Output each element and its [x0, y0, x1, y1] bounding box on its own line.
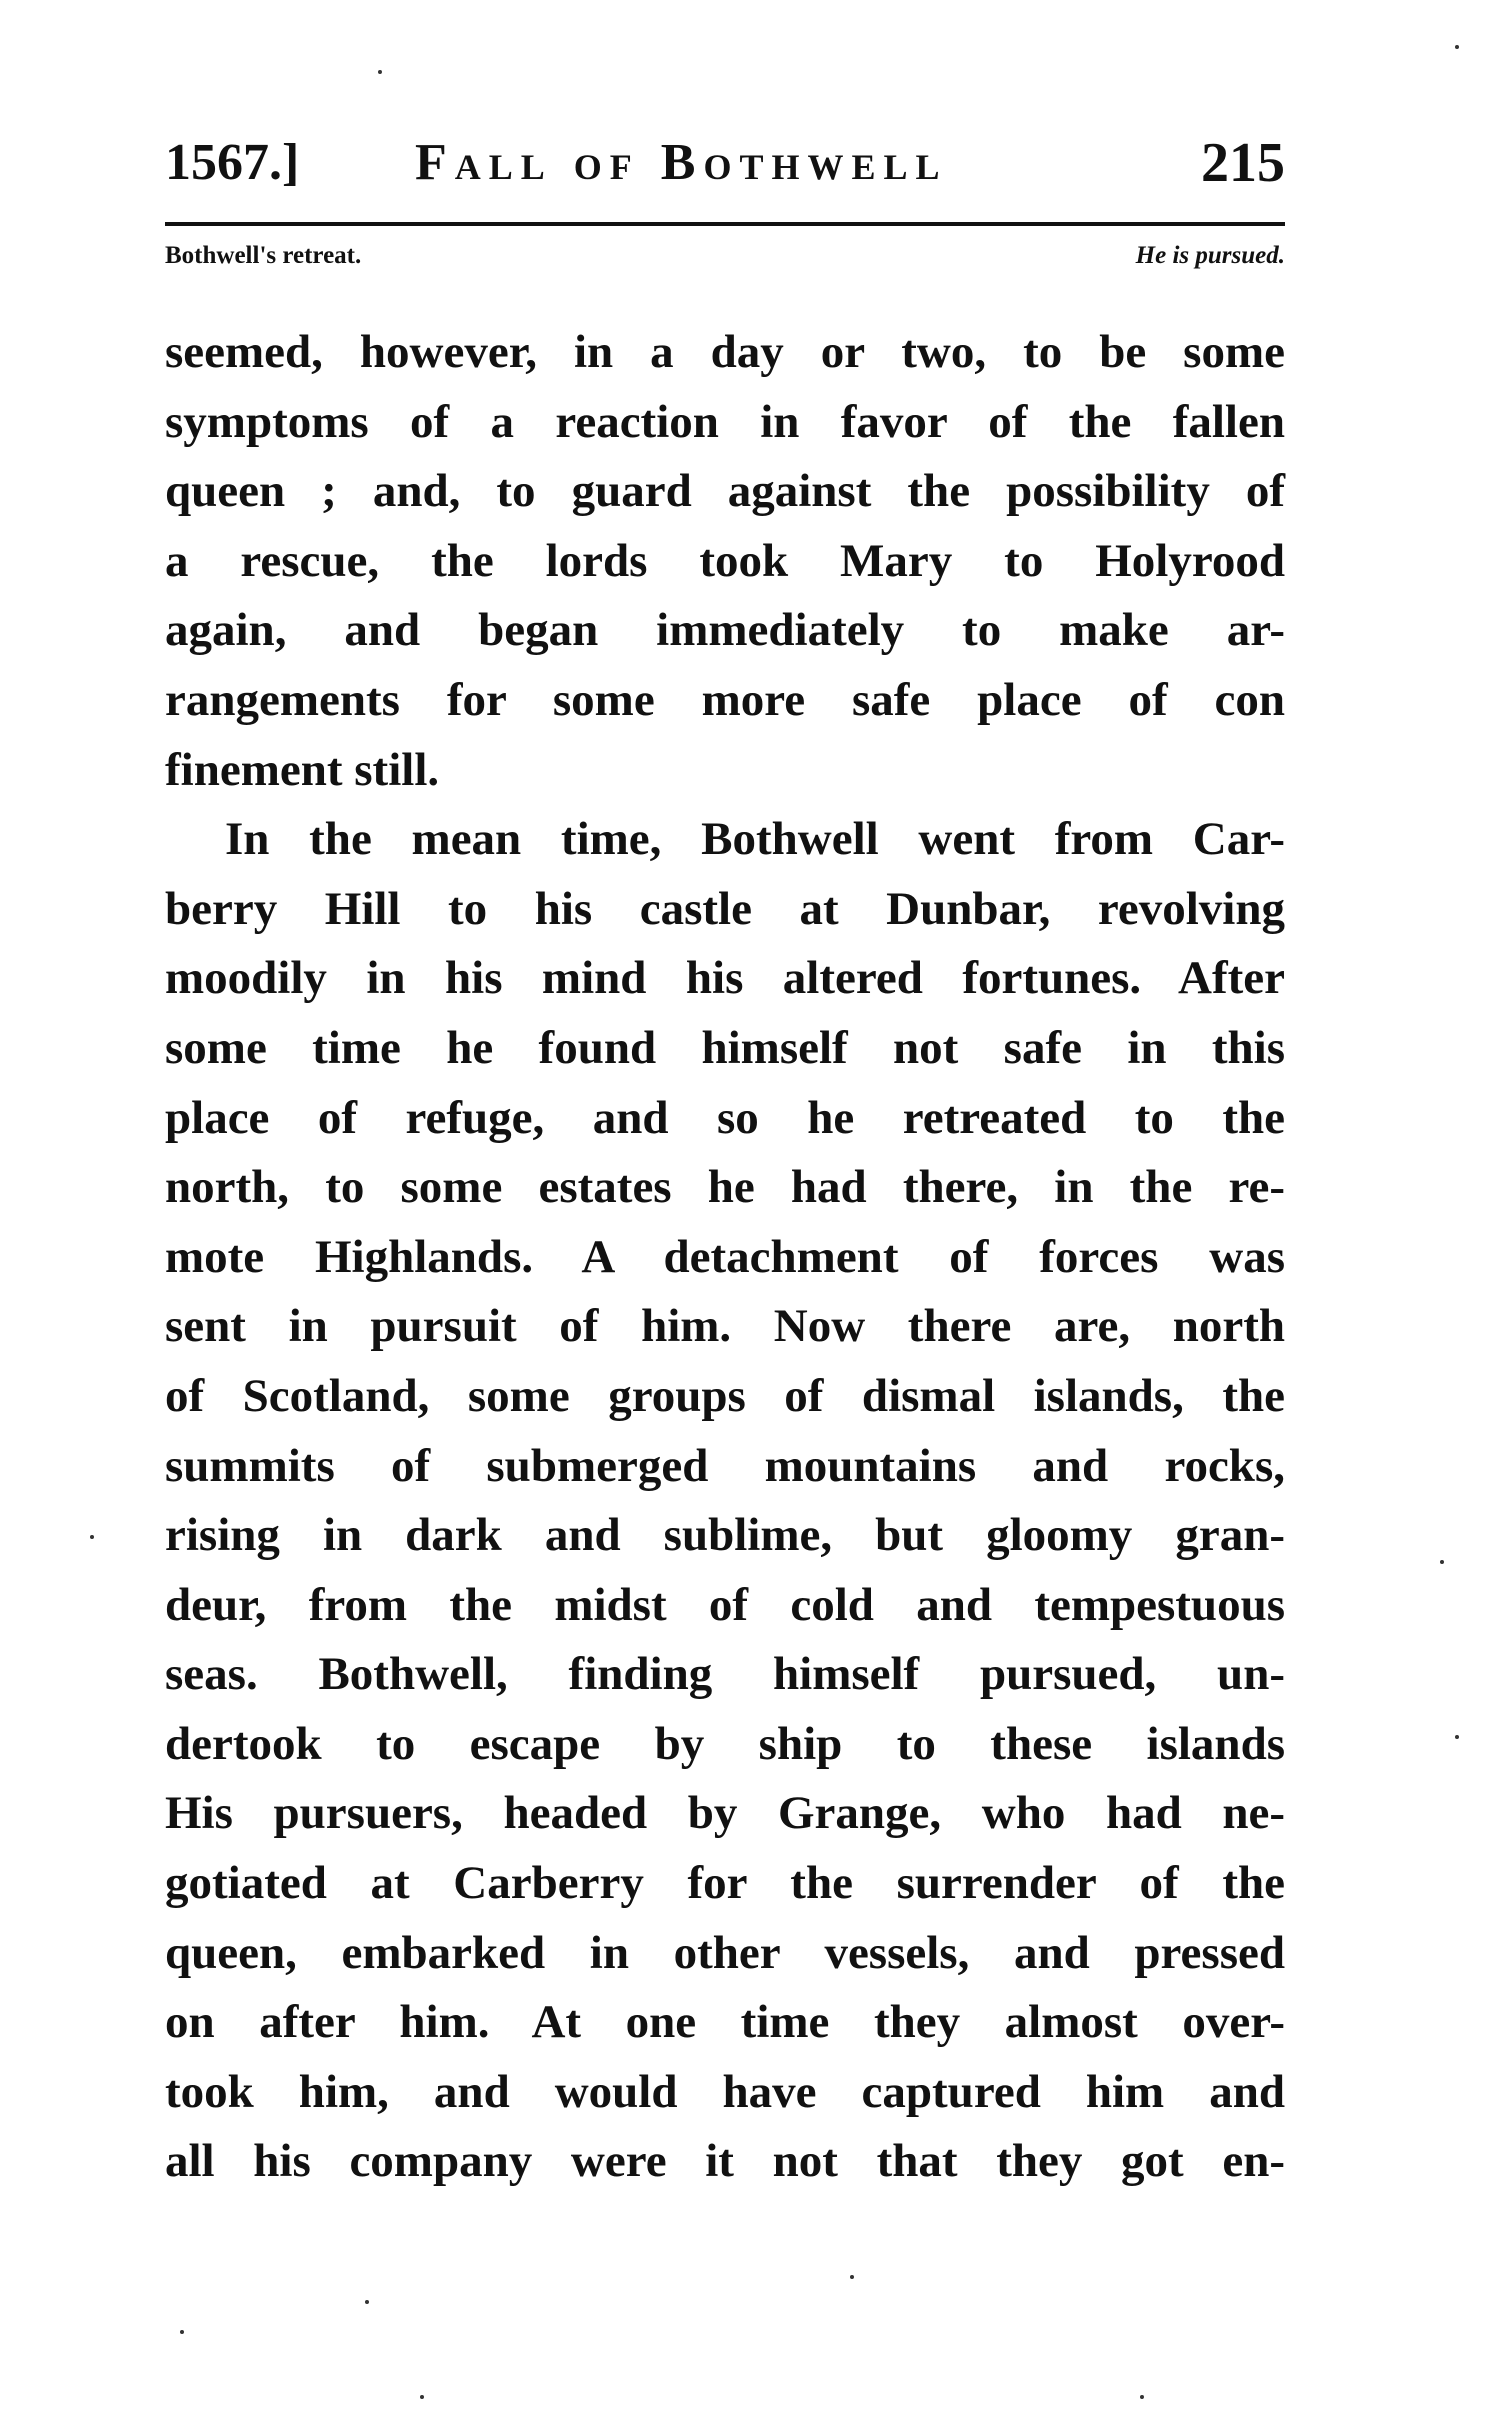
- text-line: all his company were it not that they got en-: [165, 2135, 1285, 2188]
- text-line: of Scotland, some groups of dismal islands, the: [165, 1369, 1285, 1422]
- text-line: seemed, however, in a day or two, to be some: [165, 326, 1285, 378]
- text-line: symptoms of a reaction in favor of the fallen: [165, 395, 1285, 448]
- running-head-title: Fall of Bothwell: [415, 134, 948, 191]
- text-line: summits of submerged mountains and rocks,: [165, 1439, 1285, 1492]
- text-line: some time he found himself not safe in this: [165, 1021, 1285, 1074]
- paragraph: [165, 318, 1285, 805]
- text-line: on after him. At one time they almost over-: [165, 1996, 1285, 2049]
- text-line: a rescue, the lords took Mary to Holyrood: [165, 534, 1285, 587]
- text-line: finement still.: [165, 743, 440, 796]
- page-number: 215: [1201, 132, 1285, 194]
- text-line: moodily in his mind his altered fortunes. After: [165, 952, 1285, 1005]
- text-line: queen, embarked in other vessels, and pressed: [165, 1926, 1285, 1979]
- side-note-right: He is pursued.: [1135, 242, 1285, 269]
- text-line: sent in pursuit of him. Now there are, north: [165, 1300, 1285, 1353]
- paragraph: [165, 805, 1285, 2197]
- text-line: place of refuge, and so he retreated to the: [165, 1091, 1285, 1144]
- text-line: dertook to escape by ship to these islands: [165, 1717, 1285, 1770]
- text-line: took him, and would have captured him and: [165, 2065, 1285, 2118]
- text-line: mote Highlands. A detachment of forces was: [165, 1230, 1285, 1283]
- text-line: queen ; and, to guard against the possibility of: [165, 465, 1285, 518]
- text-line: In the mean time, Bothwell went from Car-: [225, 813, 1285, 866]
- text-line: again, and began immediately to make ar-: [165, 604, 1285, 657]
- text-line: seas. Bothwell, finding himself pursued, un-: [165, 1648, 1285, 1701]
- side-notes: [165, 238, 1285, 274]
- text-line: rising in dark and sublime, but gloomy gran-: [165, 1509, 1285, 1562]
- side-note-left: Bothwell's retreat.: [165, 242, 362, 269]
- text-line: deur, from the midst of cold and tempestuous: [165, 1578, 1285, 1631]
- header-rule: [165, 222, 1285, 226]
- body-text: [165, 318, 1285, 2197]
- text-line: rangements for some more safe place of con: [165, 673, 1285, 726]
- running-head: [165, 128, 1285, 198]
- running-head-year: 1567.]: [165, 134, 300, 191]
- text-line: berry Hill to his castle at Dunbar, revolving: [165, 882, 1285, 935]
- text-line: His pursuers, headed by Grange, who had ne-: [165, 1787, 1285, 1840]
- text-line: gotiated at Carberry for the surrender of the: [165, 1857, 1285, 1910]
- text-line: north, to some estates he had there, in the re-: [165, 1161, 1285, 1214]
